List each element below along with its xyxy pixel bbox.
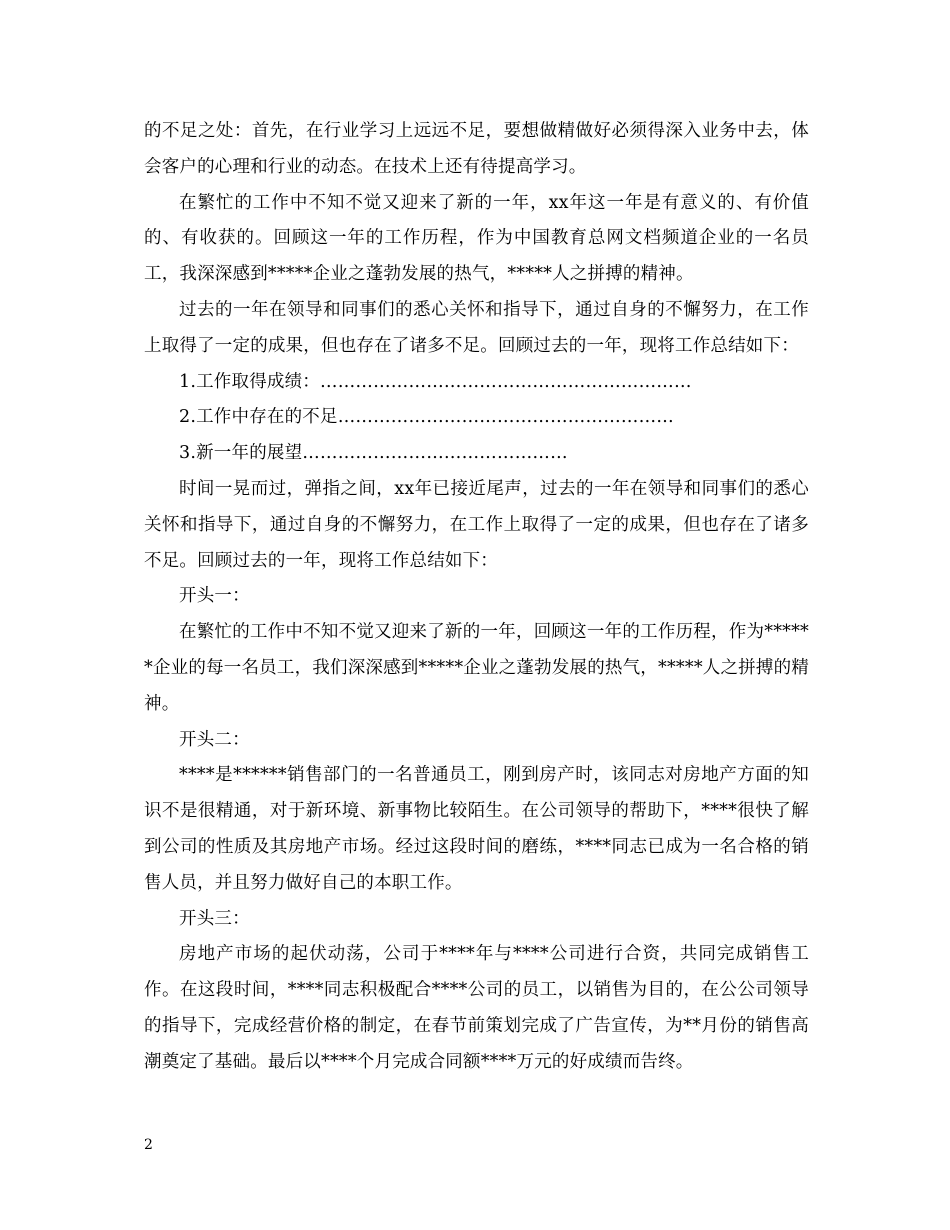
paragraph-9: 在繁忙的工作中不知不觉又迎来了新的一年，回顾这一年的工作历程，作为******企业的每一名员工，我们深深感到*****企业之蓬勃发展的热气，*****人之拼搏的精神。 xyxy=(144,622,809,714)
paragraph-3: 过去的一年在领导和同事们的悉心关怀和指导下，通过自身的不懈努力，在工作上取得了一定的成果，但也存在了诸多不足。回顾过去的一年，现将工作总结如下： xyxy=(144,299,809,356)
section-heading-opening-3: 开头三： xyxy=(179,908,250,929)
section-heading-opening-1: 开头一： xyxy=(179,586,250,607)
paragraph-2: 在繁忙的工作中不知不觉又迎来了新的一年，xx年这一年是有意义的、有价值的、有收获的。回顾这一年的工作历程，作为中国教育总网文档频道企业的一名员工，我深深感到*****企业之蓬勃发展的热气，*****人之拼搏的精神。 xyxy=(144,192,809,285)
section-heading-opening-2: 开头二： xyxy=(179,729,250,750)
document-body xyxy=(144,114,809,1081)
list-item-achievements: 1.工作取得成绩：……………………………………………………… xyxy=(179,371,692,392)
paragraph-13: 房地产市场的起伏动荡，公司于****年与****公司进行合资，共同完成销售工作。在这段时间，****同志积极配合****公司的员工，以销售为目的，在公公司领导的指导下，完成经营价格的制定，在春节前策划完成了广告宣传，为**月份的销售高潮奠定了基础。最后以****个月完成合同额****万元的好成绩而告终。 xyxy=(144,944,809,1072)
list-item-outlook: 3.新一年的展望……………………………………… xyxy=(179,443,568,464)
paragraph-7: 时间一晃而过，弹指之间，xx年已接近尾声，过去的一年在领导和同事们的悉心关怀和指导下，通过自身的不懈努力，在工作上取得了一定的成果，但也存在了诸多不足。回顾过去的一年，现将工作总结如下： xyxy=(144,478,809,571)
list-item-shortcomings: 2.工作中存在的不足………………………………………………… xyxy=(179,407,674,428)
paragraph-11: ****是******销售部门的一名普通员工，刚到房产时，该同志对房地产方面的知识不是很精通，对于新环境、新事物比较陌生。在公司领导的帮助下，****很快了解到公司的性质及其房地产市场。经过这段时间的磨练，****同志已成为一名合格的销售人员，并且努力做好自己的本职工作。 xyxy=(144,765,809,893)
paragraph-1: 的不足之处：首先，在行业学习上远远不足，要想做精做好必须得深入业务中去，体会客户的心理和行业的动态。在技术上还有待提高学习。 xyxy=(144,121,809,177)
page-number: 2 xyxy=(144,1137,153,1153)
